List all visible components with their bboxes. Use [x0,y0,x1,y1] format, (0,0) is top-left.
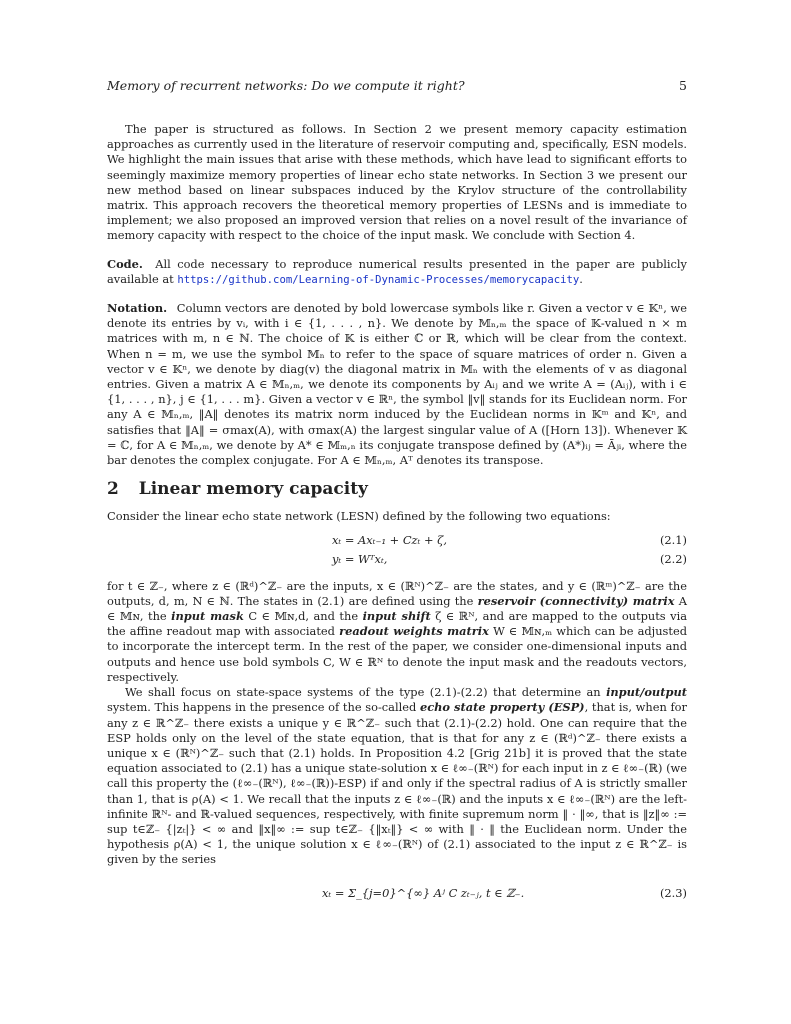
para1-text-e: W ∈ 𝕄ɴ,ₘ which can be adjusted to incorporate the intercept term. In the rest of the paper, we consider one-dimensional inputs and outputs and hence use bold symbols C, W ∈ ℝᴺ to denote the input mask and the readouts vectors, respectively. [107,624,688,684]
para1-text-b: A ∈ 𝕄ɴ, the [107,593,688,624]
running-header [107,78,687,96]
equation-2-2-tag: (2.2) [659,551,687,566]
section-heading [107,479,687,500]
section-title: Linear memory capacity [138,479,368,500]
term-input-shift: input shift [362,609,431,624]
para1-text-c: C ∈ 𝕄ɴ,d, and the [248,609,359,624]
lesn-definition-paragraph [107,579,687,685]
term-echo-state-property: echo state property (ESP) [419,700,585,715]
code-label: Code. [107,256,143,271]
intro-text: The paper is structured as follows. In Section 2 we present memory capacity estimation approaches as currently used in the literature of reservoir computing and, specifically, ESN models. We highlight the main issues that arise with these methods, which have lead to significant efforts to seemingly maximize memory properties of linear echo state networks. In Section 3 we present our new method based on linear subspaces induced by the Krylov structure of the controllability matrix. This approach recovers the theoretical memory properties of LESNs and is immediate to implement; we also proposed an improved version that relies on a novel result of the invariance of memory capacity with respect to the choice of the input mask. We conclude with Section 4. [107,122,687,243]
equation-2-2 [107,552,687,571]
code-paragraph [107,257,687,288]
term-readout-weights: readout weights matrix [339,624,489,639]
term-reservoir-matrix: reservoir (connectivity) matrix [477,593,675,608]
equation-2-3-math: xₜ = Σ_{j=0}^{∞} Aʲ C zₜ₋ⱼ, t ∈ ℤ₋. [322,885,525,900]
section-number: 2 [107,479,119,500]
para2-text-b: system. This happens in the presence of the so-called [107,700,417,715]
equation-2-1 [107,533,687,552]
equation-2-1-tag: (2.1) [659,532,687,547]
page-body [107,122,687,922]
intro-paragraph [107,122,687,244]
equation-2-2-math: yₜ = Wᵀxₜ, [332,551,388,566]
para2-text-c: , that is, when for any z ∈ ℝ^ℤ₋ there exists a unique y ∈ ℝ^ℤ₋ such that (2.1)-(2.2) hold. One can require that the ESP holds only on the level of the state equation, that is that for any z ∈ (ℝᵈ)^ℤ₋ there exists a unique x ∈ (ℝᴺ)^ℤ₋ such that (2.1) holds. In Proposition 4.2 [Grig 21b] it is proved that the state equation associated to (2.1) has a unique state-solution x ∈ ℓ∞₋(ℝᴺ) for each input in z ∈ ℓ∞₋(ℝ) (we call this property the (ℓ∞₋(ℝᴺ), ℓ∞₋(ℝ))-ESP) if and only if the spectral radius of A is strictly smaller than 1, that is ρ(A) < 1. We recall that the inputs z ∈ ℓ∞₋(ℝ) and the inputs x ∈ ℓ∞₋(ℝᴺ) are the left-infinite ℝᴺ- and ℝ-valued sequences, respectively, with finite supremum norm ‖ · ‖∞, that is ‖z‖∞ := sup t∈ℤ₋ {|zₜ|} < ∞ and ‖x‖∞ := sup t∈ℤ₋ {‖xₜ‖} < ∞ with ‖ · ‖ the Euclidean norm. Under the hypothesis ρ(A) < 1, the unique solution x ∈ ℓ∞₋(ℝᴺ) of (2.1) associated to the input z ∈ ℝ^ℤ₋ is given by the series [107,700,687,867]
equation-2-3-tag: (2.3) [659,885,687,900]
code-text: All code necessary to reproduce numerical results presented in the paper are publicly available at [107,256,687,286]
running-title: Memory of recurrent networks: Do we compute it right? [107,78,465,93]
para1-text-d: ζ ∈ ℝᴺ, and are mapped to the outputs via the affine readout map with associated [107,609,688,639]
term-input-output: input/output [606,685,687,700]
notation-paragraph [107,301,687,468]
esp-paragraph [107,685,687,867]
equation-2-3 [107,874,687,916]
para2-text-a: We shall focus on state-space systems of the type (2.1)-(2.2) that determine an [125,685,601,700]
para1-text-a: for t ∈ ℤ₋, where z ∈ (ℝᵈ)^ℤ₋ are the inputs, x ∈ (ℝᴺ)^ℤ₋ are the states, and y ∈ (ℝᵐ)^ℤ₋ are the outputs, d, m, N ∈ ℕ. The states in (2.1) are defined using the [107,578,687,608]
page-number: 5 [679,78,687,93]
notation-label: Notation. [107,301,168,316]
code-url-link[interactable]: https://github.com/Learning-of-Dynamic-Processes/memorycapacity [177,273,580,286]
section-intro: Consider the linear echo state network (LESN) defined by the following two equations: [107,509,611,524]
equation-2-1-math: xₜ = Axₜ₋₁ + Czₜ + ζ, [332,532,447,547]
code-end: . [579,271,583,286]
term-input-mask: input mask [171,609,244,624]
notation-text: Column vectors are denoted by bold lowercase symbols like r. Given a vector v ∈ 𝕂ⁿ, we denote its entries by vᵢ, with i ∈ {1, . . . , n}. We denote by 𝕄ₙ,ₘ the space of 𝕂-valued n × m matrices with m, n ∈ ℕ. The choice of 𝕂 is either ℂ or ℝ, which will be clear from the context. When n = m, we use the symbol 𝕄ₙ to refer to the space of square matrices of order n. Given a vector v ∈ 𝕂ⁿ, we denote by diag(v) the diagonal matrix in 𝕄ₙ with the elements of v as diagonal entries. Given a matrix A ∈ 𝕄ₙ,ₘ, we denote its components by Aᵢⱼ and we write A = (Aᵢⱼ), with i ∈ {1, . . . , n}, j ∈ {1, . . . m}. Given a vector v ∈ ℝⁿ, the symbol ‖v‖ stands for its Euclidean norm. For any A ∈ 𝕄ₙ,ₘ, ‖A‖ denotes its matrix norm induced by the Euclidean norms in 𝕂ᵐ and 𝕂ⁿ, and satisfies that ‖A‖ = σmax(A), with σmax(A) the largest singular value of A ([Horn 13]). Whenever 𝕂 = ℂ, for A ∈ 𝕄ₙ,ₘ, we denote by A* ∈ 𝕄ₘ,ₙ its conjugate transpose defined by (A*)ᵢⱼ = Āⱼᵢ, where the bar denotes the complex conjugate. For A ∈ 𝕄ₙ,ₘ, Aᵀ denotes its transpose. [107,301,687,468]
